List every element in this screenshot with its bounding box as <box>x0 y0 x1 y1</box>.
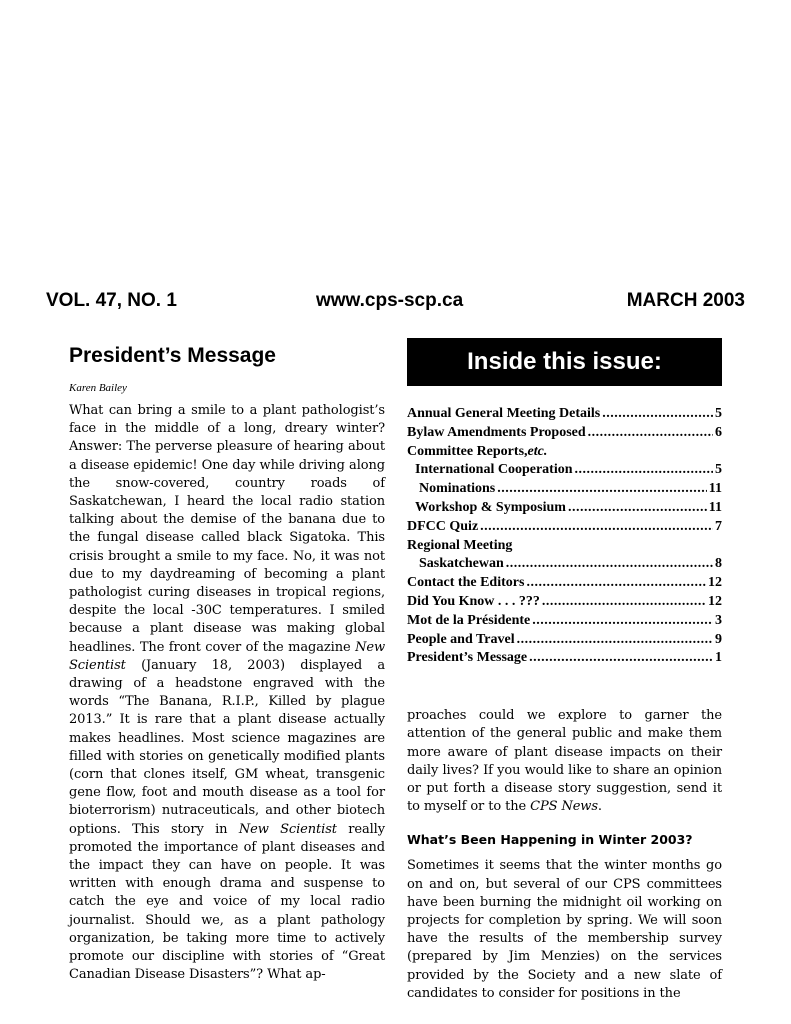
toc-item-regional-meeting: Regional Meeting <box>407 537 513 553</box>
toc-item-committee-reports: Committee Reports, etc. <box>407 443 548 459</box>
issue-date: MARCH 2003 <box>626 290 745 311</box>
toc-item-people-travel[interactable]: People and Travel ..... 9 <box>407 632 722 651</box>
article-body: What can bring a smile to a plant pathologist’s face in the middle of a long, dreary winter? Answer: The perverse pleasure of hearing about a disease epidemic! One day while driving along the snow-covered, country roads of Saskatchewan, I heard the local radio station talking about the demise of the banana due to the fungal disease called black Sigatoka. This crisis brought a smile to my face. No, it was not due to my daydreaming of becoming a plant pathologist curing diseases in tropical regions, despite the local -30C temperatures. I smiled because a plant disease was making global headlines. The front cover of the magazine New Scientist (January 18, 2003) displayed a drawing of a headstone engraved with the words “The Banana, R.I.P., Killed by plague 2013.” It is rare that a plant disease actually makes headlines. Most science magazines are filled with stories on genetically modified plants (corn that clones itself, GM wheat, transgenic gene flow, foot and mouth disease as a tool for bioterrorism) nutraceuticals, and other biotech options. This story in New Scientist really promoted the importance of plant diseases and the impact they can have on people. It was written with enough drama and suspense to catch the eye and voice of my local radio journalist. Should we, as a plant pathology organization, be taking more time to actively promote our discipline with stories of “Great Canadian Disease Disasters”? What ap- <box>69 403 385 983</box>
article-author: Karen Bailey <box>69 382 127 394</box>
article-title: President’s Message <box>69 344 276 367</box>
article-continuation: proaches could we explore to garner the attention of the general public and make them more aware of plant disease impacts on their daily lives? If you would like to share an opinion or put forth a disease story suggestion, send it to myself or to the CPS News. <box>407 708 722 815</box>
right-column <box>407 338 722 1003</box>
toc-item-presidents-message[interactable]: President’s Message ..... 1 <box>407 650 722 669</box>
masthead <box>46 290 745 320</box>
toc-item-bylaw[interactable]: Bylaw Amendments Proposed ..... 6 <box>407 425 722 444</box>
toc-item-mot-presidente[interactable]: Mot de la Présidente ..... 3 <box>407 613 722 632</box>
inside-issue-heading: Inside this issue: <box>407 338 722 386</box>
left-column <box>69 340 385 985</box>
section-subheading: What’s Been Happening in Winter 2003? <box>407 832 693 848</box>
toc-item-dfcc-quiz[interactable]: DFCC Quiz ..... 7 <box>407 519 722 538</box>
toc-item-did-you-know[interactable]: Did You Know . . . ??? ..... 12 <box>407 594 722 613</box>
toc-item-agm[interactable]: Annual General Meeting Details ..... 5 <box>407 406 722 425</box>
toc-item-workshop[interactable]: Workshop & Symposium ..... 11 <box>407 500 722 519</box>
toc-item-nominations[interactable]: Nominations ..... 11 <box>407 481 722 500</box>
table-of-contents <box>407 406 722 669</box>
volume-number: VOL. 47, NO. 1 <box>46 290 177 311</box>
toc-item-international[interactable]: International Cooperation ..... 5 <box>407 462 722 481</box>
toc-item-contact-editors[interactable]: Contact the Editors ..... 12 <box>407 575 722 594</box>
toc-item-saskatchewan[interactable]: Saskatchewan ..... 8 <box>407 556 722 575</box>
website-link[interactable]: www.cps-scp.ca <box>316 290 464 311</box>
section-body: Sometimes it seems that the winter months go on and on, but several of our CPS committees have been burning the midnight oil working on projects for completion by spring. We will soon have the results of the membership survey (prepared by Jim Menzies) on the services provided by the Society and a new slate of candidates to consider for positions in the <box>407 858 722 1001</box>
